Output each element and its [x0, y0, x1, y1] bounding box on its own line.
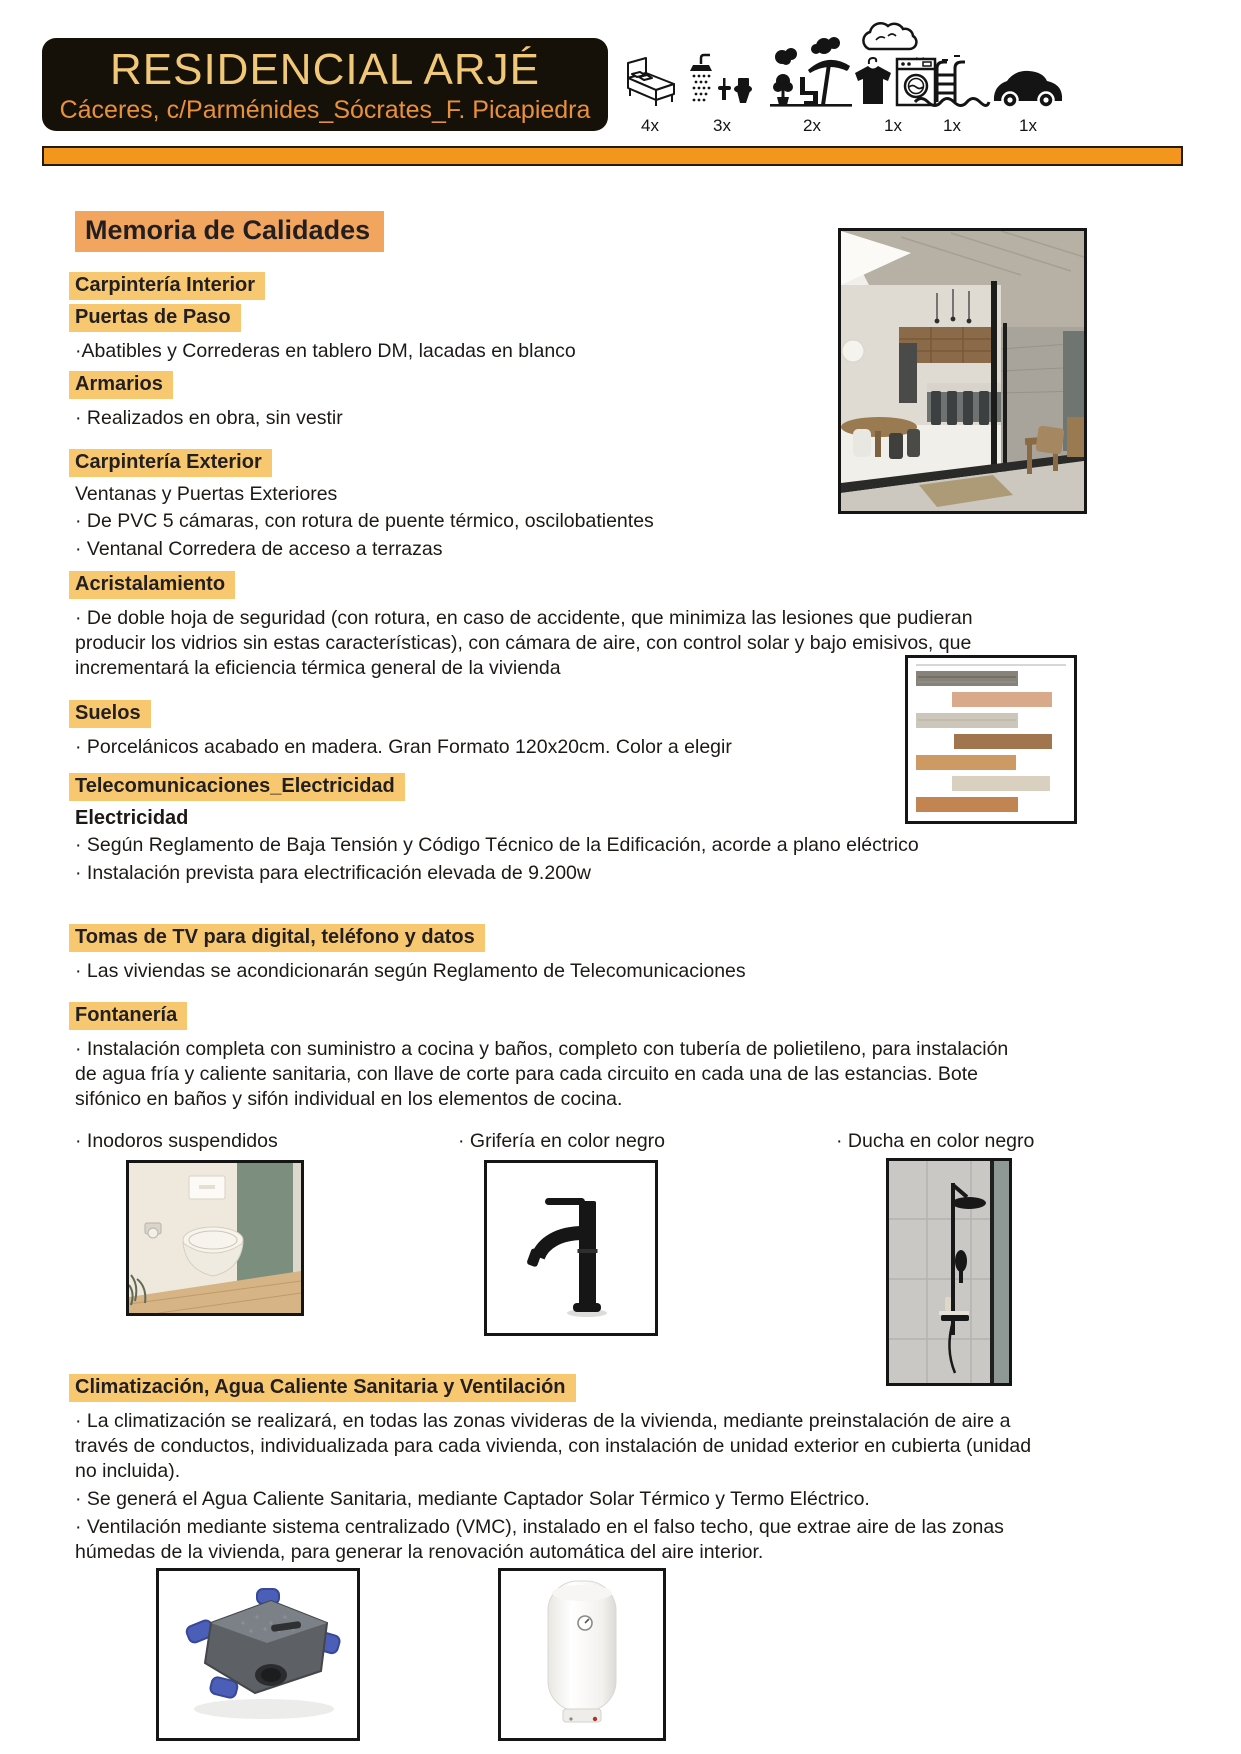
section-heading: Armarios — [69, 371, 173, 399]
pool-icon — [913, 52, 991, 110]
interior-photo — [838, 228, 1087, 514]
section-bullet: · Se generá el Agua Caliente Sanitaria, mediante Captador Solar Térmico y Termo Eléctrico. — [75, 1488, 870, 1510]
section-subheading: Electricidad — [75, 807, 189, 829]
section-bullet: · Ventanal Corredera de acceso a terrazas — [75, 538, 443, 560]
section-bullet: · Porcelánicos acabado en madera. Gran Formato 120x20cm. Color a elegir — [75, 736, 732, 758]
section-body: · De doble hoja de seguridad (con rotura, en caso de accidente, que minimiza las lesiones que pudieran producir los vidrios sin estas características), con cámara de aire, con control solar y bajo emisivos, que incrementará la eficiencia térmica general de la vivienda — [75, 607, 973, 679]
divider-bar — [42, 146, 1183, 166]
page-title: Memoria de Calidades — [75, 211, 384, 252]
residence-title: RESIDENCIAL ARJÉ — [109, 45, 541, 94]
section-suelos — [75, 700, 732, 760]
section-bullet: ·Abatibles y Correderas en tablero DM, lacadas en blanco — [75, 340, 576, 362]
section-heading: Acristalamiento — [69, 571, 235, 599]
section-heading: Telecomunicaciones_Electricidad — [69, 773, 405, 801]
section-acristalamiento — [75, 571, 1025, 681]
section-body: · Instalación completa con suministro a cocina y baños, completo con tubería de polietileno, para instalación de agua fría y caliente sanitaria, con llave de corte para cada circuito en cada una de las estancias. Bote sifónico en baños y sifón individual en los elementos de cocina. — [75, 1038, 1009, 1110]
section-bullet: · Ventilación mediante sistema centralizado (VMC), instalado en el falso techo, que extrae aire de las zonas húmedas de la vivienda, para generar la renovación automática del aire interior. — [75, 1516, 1004, 1563]
faucet-photo — [484, 1160, 658, 1336]
shower-photo — [886, 1158, 1012, 1386]
amenity-count: 1x — [943, 116, 961, 135]
section-bullet: · Según Reglamento de Baja Tensión y Código Técnico de la Edificación, acorde a plano eléctrico — [75, 834, 919, 856]
section-bullet: · Las viviendas se acondicionarán según Reglamento de Telecomunicaciones — [75, 960, 746, 982]
section-heading: Suelos — [69, 700, 151, 728]
amenity-count: 2x — [803, 116, 821, 135]
shower-caption: · Ducha en color negro — [836, 1130, 1035, 1152]
amenity-count: 1x — [1019, 116, 1037, 135]
toilet-caption: · Inodoros suspendidos — [75, 1130, 278, 1152]
section-carpinteria-exterior — [75, 449, 654, 562]
section-tomas-tv — [75, 924, 746, 984]
section-bullet: · Instalación prevista para electrificación elevada de 9.200w — [75, 862, 591, 884]
section-climatizacion — [75, 1374, 1045, 1565]
section-heading: Carpintería Exterior — [69, 449, 272, 477]
flooring-samples-photo — [905, 655, 1077, 824]
toilet-photo — [126, 1160, 304, 1316]
section-fontaneria — [75, 1002, 1010, 1112]
section-subheading: Puertas de Paso — [69, 304, 241, 332]
section-telecomunicaciones — [75, 773, 919, 886]
section-carpinteria-interior — [75, 272, 576, 364]
amenity-bathrooms — [690, 52, 754, 136]
section-bullet: · Realizados en obra, sin vestir — [75, 407, 343, 429]
amenity-bedrooms — [618, 52, 682, 136]
amenity-count: 4x — [641, 116, 659, 135]
terrace-icon — [768, 52, 856, 110]
amenity-terraces — [768, 52, 856, 136]
water-heater-photo — [498, 1568, 666, 1741]
car-icon — [991, 52, 1065, 110]
section-heading: Climatización, Agua Caliente Sanitaria y Ventilación — [69, 1374, 576, 1402]
residence-address: Cáceres, c/Parménides_Sócrates_F. Picapiedra — [59, 96, 591, 124]
header — [42, 38, 608, 131]
section-heading: Fontanería — [69, 1002, 187, 1030]
section-armarios — [75, 371, 343, 431]
amenity-pool — [913, 52, 991, 136]
bathroom-icon — [690, 52, 754, 110]
amenity-count: 3x — [713, 116, 731, 135]
section-heading: Tomas de TV para digital, teléfono y datos — [69, 924, 485, 952]
amenity-count: 1x — [884, 116, 902, 135]
bed-icon — [618, 52, 682, 110]
amenity-parking — [991, 52, 1065, 136]
vmc-unit-photo — [156, 1568, 360, 1741]
faucet-caption: · Grifería en color negro — [458, 1130, 666, 1152]
section-subheading: Ventanas y Puertas Exteriores — [75, 483, 338, 505]
section-bullet: · De PVC 5 cámaras, con rotura de puente térmico, oscilobatientes — [75, 510, 654, 532]
section-bullet: · La climatización se realizará, en todas las zonas vivideras de la vivienda, mediante preinstalación de aire a través de conductos, individualizada para cada vivienda, con instalación de unidad exterior en cubierta (unidad no incluida). — [75, 1410, 1032, 1482]
section-heading: Carpintería Interior — [69, 272, 265, 300]
